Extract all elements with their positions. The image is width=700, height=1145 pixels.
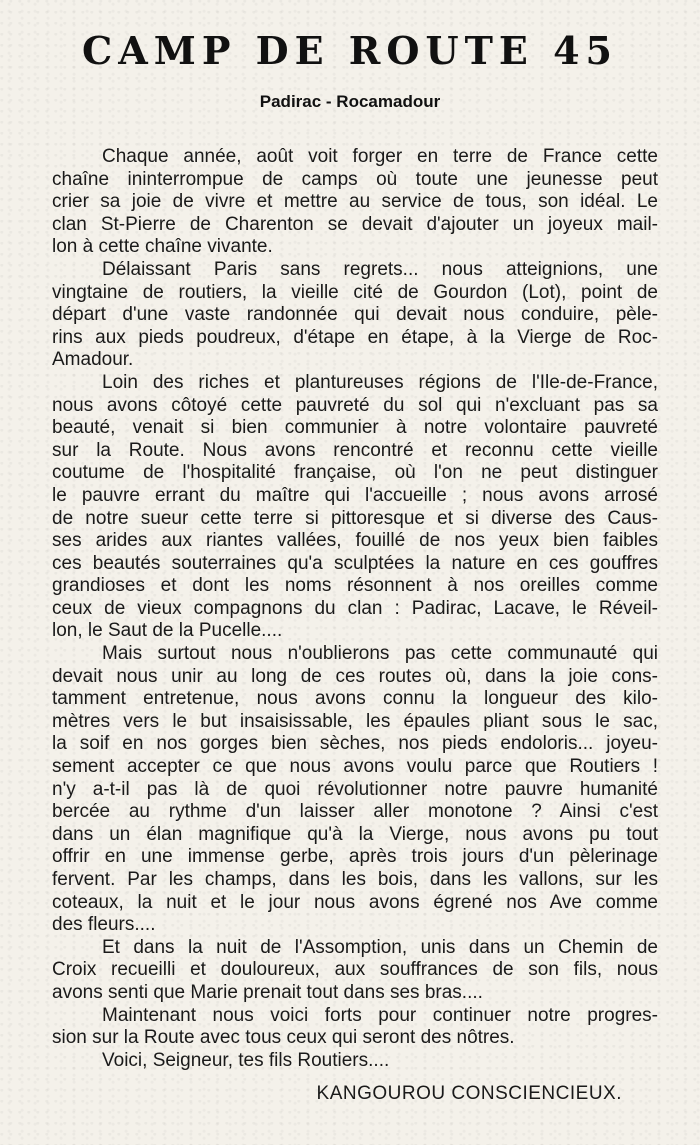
text-line: devait nous unir au long de ces routes où, dans la joie cons- (52, 665, 658, 687)
text-line: ces beautés souterraines qu'a sculptées la nature en ces gouffres (52, 552, 658, 574)
paragraph (52, 937, 658, 1005)
text-line: crier sa joie de vivre et mettre au service de tous, son idéal. Le (52, 191, 658, 213)
text-line: rins aux pieds poudreux, d'étape en étape, à la Vierge de Roc- (52, 326, 658, 348)
text-line: vingtaine de routiers, la vieille cité de Gourdon (Lot), point de (52, 281, 658, 303)
text-line: de notre sueur cette terre si pittoresque et si diverse des Caus- (52, 507, 658, 529)
text-line: Et dans la nuit de l'Assomption, unis dans un Chemin de (102, 936, 658, 958)
text-line: la soif en nos gorges bien sèches, nos pieds endoloris... joyeu- (52, 733, 658, 755)
text-line: le pauvre errant du maître qui l'accueille ; nous avons arrosé (52, 484, 658, 506)
text-line: lon, le Saut de la Pucelle.... (52, 620, 283, 642)
text-line: dans un élan magnifique qu'à la Vierge, nous avons pu tout (52, 823, 658, 845)
article-body (52, 146, 658, 1072)
text-line: fervent. Par les champs, dans les bois, dans les vallons, sur les (52, 869, 658, 890)
paragraph (52, 372, 658, 643)
text-line: sion sur la Route avec tous ceux qui seront des nôtres. (52, 1027, 515, 1049)
article-subtitle: Padirac - Rocamadour (259, 92, 441, 111)
paragraph (52, 1005, 658, 1050)
text-line: lon à cette chaîne vivante. (52, 236, 273, 258)
text-line: chaîne ininterrompue de camps où toute une jeunesse peut (52, 168, 658, 190)
text-line: clan St-Pierre de Charenton se devait d'ajouter un joyeux mail- (52, 213, 658, 235)
text-line: nous avons côtoyé cette pauvreté du sol qui n'excluant pas sa (52, 394, 658, 416)
paragraph (52, 1050, 658, 1073)
paragraph (52, 643, 658, 937)
text-line: Chaque année, août voit forger en terre de France cette (102, 146, 658, 167)
text-line: Loin des riches et plantureuses régions de l'Ile-de-France, (102, 371, 658, 393)
text-line: n'y a-t-il pas là de quoi révolutionner notre pauvre humanité (52, 778, 658, 800)
text-line: coteaux, la nuit et le jour nous avons égrené nos Ave comme (52, 891, 658, 913)
text-line: Mais surtout nous n'oublierons pas cette communauté qui (102, 643, 658, 665)
text-line: Amadour. (52, 349, 134, 371)
text-line: ses arides aux riantes vallées, fouillé de nos yeux bien faibles (52, 530, 658, 552)
text-line: ceux de vieux compagnons du clan : Padirac, Lacave, le Réveil- (52, 597, 658, 619)
text-line: offrir en une immense gerbe, après trois jours d'un pèlerinage (52, 846, 658, 868)
text-line: beauté, venait si bien communier à notre volontaire pauvreté (52, 417, 658, 439)
text-line: Délaissant Paris sans regrets... nous atteignions, une (102, 258, 658, 280)
article-title: CAMP DE ROUTE 45 (82, 28, 618, 73)
text-line: Maintenant nous voici forts pour continuer notre progres- (102, 1004, 658, 1026)
text-line: sement accepter ce que nous avons voulu parce que Routiers ! (52, 756, 658, 778)
text-line: mètres vers le but insaisissable, les épaules pliant sous le sac, (52, 710, 658, 732)
text-line: avons senti que Marie prenait tout dans ses bras.... (52, 981, 483, 1003)
paragraph (52, 259, 658, 372)
article-signature: KANGOUROU CONSCIENCIEUX. (316, 1083, 622, 1104)
text-line: sur la Route. Nous avons rencontré et reconnu cette vieille (52, 439, 658, 461)
text-line: grandioses et dont les noms résonnent à nos oreilles comme (52, 575, 658, 597)
text-line: des fleurs.... (52, 914, 156, 936)
text-line: Croix recueilli et douloureux, aux souffrances de son fils, nous (52, 959, 658, 981)
text-line: départ d'une vaste randonnée qui devait nous conduire, pèle- (52, 304, 658, 326)
text-line: Voici, Seigneur, tes fils Routiers.... (102, 1049, 390, 1071)
text-line: coutume de l'hospitalité française, où l'on ne peut distinguer (52, 462, 658, 484)
paragraph (52, 146, 658, 259)
text-line: tamment entretenue, nous avons connu la longueur des kilo- (52, 688, 658, 710)
text-line: bercée au rythme d'un laisser aller monotone ? Ainsi c'est (52, 801, 658, 823)
